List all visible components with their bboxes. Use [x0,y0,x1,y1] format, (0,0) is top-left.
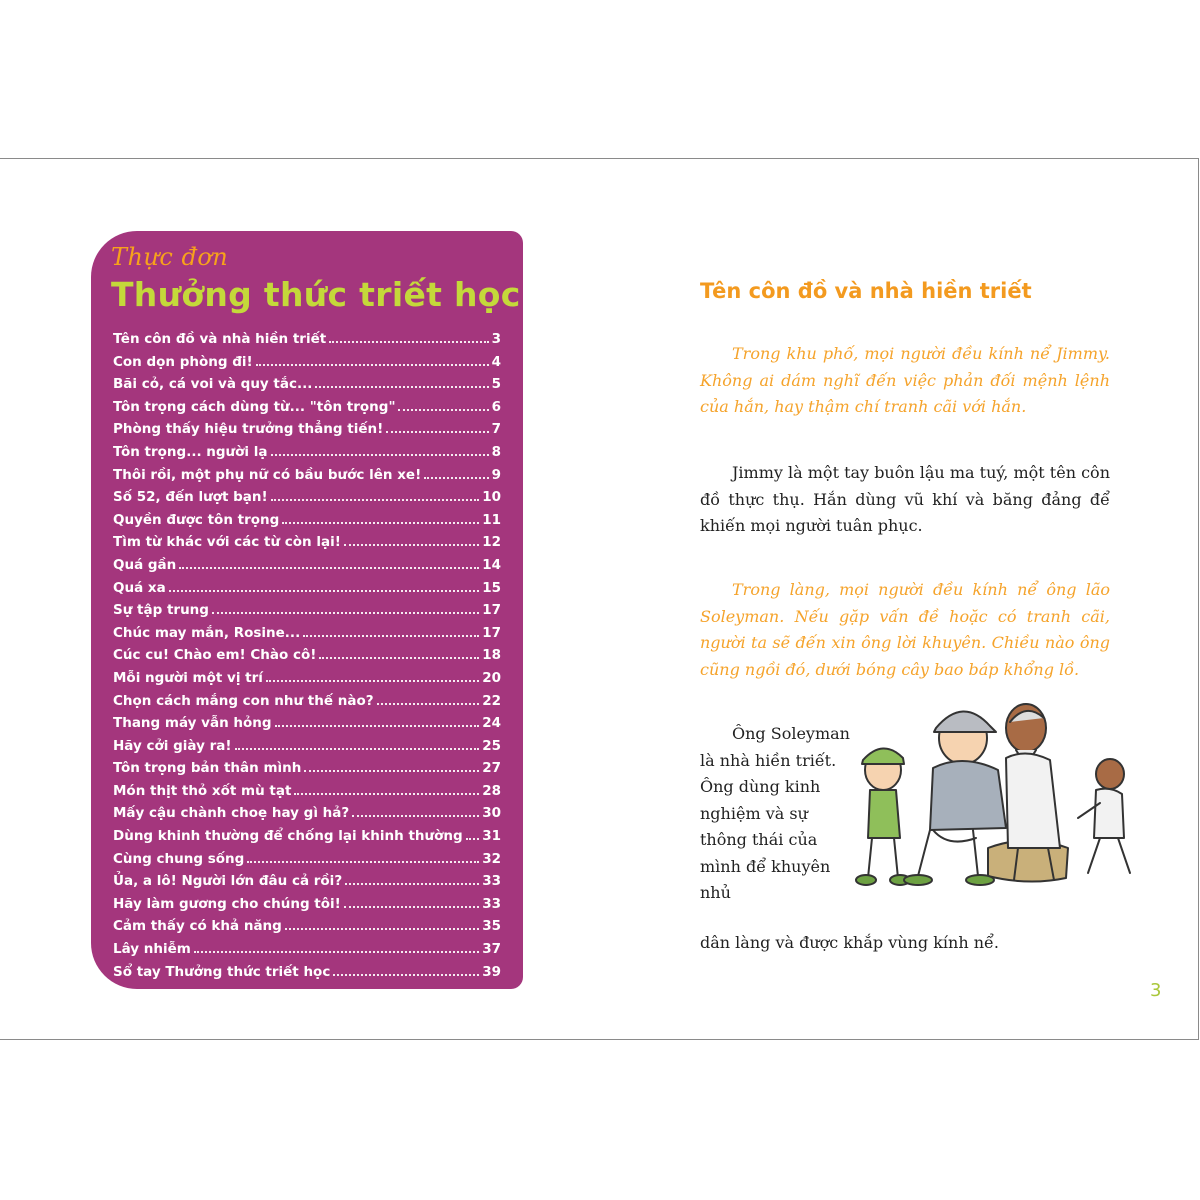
toc-item-page: 27 [482,760,501,777]
toc-item-label: Phòng thấy hiệu trưởng thẳng tiến! [113,421,384,438]
toc-item[interactable] [113,512,501,535]
toc-item[interactable] [113,805,501,828]
toc-leader-dots [344,544,479,546]
toc-item-page: 6 [491,398,501,415]
toc-item-label: Hãy làm gương cho chúng tôi! [113,895,341,912]
toc-item-page: 33 [482,873,501,890]
toc-leader-dots [294,793,479,795]
toc-leader-dots [235,748,480,750]
toc-leader-dots [212,612,479,614]
toc-item-label: Con dọn phòng đi! [113,353,253,370]
toc-item-label: Mấy cậu chành choẹ hay gì hả? [113,805,350,822]
toc-leader-dots [256,364,489,366]
toc-item-label: Quyền được tôn trọng [113,511,280,528]
toc-leader-dots [194,951,479,953]
toc-item-page: 17 [482,624,501,641]
toc-item-label: Tìm từ khác với các từ còn lại! [113,534,341,551]
toc-item-label: Thang máy vẫn hỏng [113,715,272,732]
toc-item[interactable] [113,715,501,738]
toc-item-label: Quá gần [113,556,177,573]
toc-item[interactable] [113,625,501,648]
toc-leader-dots [386,431,488,433]
page-number: 3 [1150,980,1162,1001]
toc-leader-dots [333,974,479,976]
toc-leader-dots [398,409,488,411]
toc-item-label: Bãi cỏ, cá voi và quy tắc... [113,376,313,393]
toc-item-label: Thôi rồi, một phụ nữ có bầu bước lên xe! [113,466,422,483]
toc-item-page: 25 [482,737,501,754]
toc-item-page: 12 [482,534,501,551]
toc-list [113,331,501,986]
soleyman-paragraph-end: dân làng và được khắp vùng kính nể. [700,933,999,952]
toc-item[interactable] [113,489,501,512]
toc-item[interactable] [113,738,501,761]
toc-leader-dots [247,861,479,863]
toc-item-label: Hãy cởi giày ra! [113,737,232,754]
toc-leader-dots [304,770,479,772]
right-page [700,0,1120,1200]
toc-item-page: 28 [482,782,501,799]
toc-leader-dots [275,725,480,727]
toc-leader-dots [315,386,488,388]
toc-item-label: Chọn cách mắng con như thế nào? [113,692,374,709]
toc-item[interactable] [113,602,501,625]
toc-title: Thưởng thức triết học [111,275,521,314]
toc-item-page: 11 [482,511,501,528]
toc-item-page: 31 [482,828,501,845]
toc-item[interactable] [113,580,501,603]
toc-leader-dots [344,906,479,908]
toc-item-label: Cùng chung sống [113,850,245,867]
toc-leader-dots [345,883,479,885]
toc-leader-dots [466,838,480,840]
toc-item-page: 4 [491,353,501,370]
toc-item-label: Số 52, đến lượt bạn! [113,489,268,506]
toc-item-page: 33 [482,895,501,912]
toc-leader-dots [271,454,489,456]
toc-item[interactable] [113,783,501,806]
chapter-title: Tên côn đồ và nhà hiền triết [700,279,1032,303]
toc-item-page: 22 [482,692,501,709]
toc-item[interactable] [113,534,501,557]
toc-leader-dots [424,477,488,479]
toc-leader-dots [179,567,479,569]
toc-item[interactable] [113,964,501,987]
toc-item-label: Lây nhiễm [113,941,191,958]
toc-item-label: Tôn trọng cách dùng từ... "tôn trọng" [113,398,396,415]
toc-leader-dots [303,635,479,637]
toc-item-label: Quá xa [113,579,166,596]
toc-item-page: 39 [482,963,501,980]
toc-item-label: Món thịt thỏ xốt mù tạt [113,782,292,799]
characters-illustration [838,698,1138,888]
toc-item[interactable] [113,399,501,422]
toc-item-label: Tôn trọng bản thân mình [113,760,302,777]
toc-item-page: 20 [482,669,501,686]
toc-item-page: 32 [482,850,501,867]
toc-item-page: 35 [482,918,501,935]
toc-item[interactable] [113,670,501,693]
intro-paragraph: Trong khu phố, mọi người đều kính nể Jimmy. Không ai dám nghĩ đến việc phản đối mệnh lệnh của hắn, hay thậm chí tranh cãi với hắn. [700,344,1110,416]
toc-item-label: Cúc cu! Chào em! Chào cô! [113,647,317,664]
toc-item-page: 18 [482,647,501,664]
toc-item[interactable] [113,376,501,399]
toc-eyebrow: Thực đơn [111,243,229,271]
toc-item[interactable] [113,828,501,851]
toc-item[interactable] [113,647,501,670]
toc-item-label: Dùng khinh thường để chống lại khinh thường [113,828,463,845]
toc-item[interactable] [113,760,501,783]
toc-leader-dots [266,680,479,682]
toc-item[interactable] [113,331,501,354]
toc-leader-dots [319,657,479,659]
toc-item-label: Cảm thấy có khả năng [113,918,282,935]
toc-leader-dots [285,928,479,930]
toc-item[interactable] [113,693,501,716]
toc-item-page: 24 [482,715,501,732]
soleyman-paragraph: Ông Soleyman là nhà hiền triết. Ông dùng kinh nghiệm và sự thông thái của mình để khuyên nhủ [700,724,850,902]
toc-leader-dots [329,341,488,343]
toc-item-label: Tôn trọng... người lạ [113,443,268,460]
toc-item[interactable] [113,467,501,490]
village-paragraph: Trong làng, mọi người đều kính nể ông lão Soleyman. Nếu gặp vấn đề hoặc có tranh cãi, người ta sẽ đến xin ông lời khuyên. Chiều nào ông cũng ngồi đó, dưới bóng cây bao báp khổng lồ. [700,580,1110,679]
toc-item[interactable] [113,421,501,444]
toc-item-page: 7 [491,421,501,438]
toc-item-page: 30 [482,805,501,822]
toc-item[interactable] [113,557,501,580]
toc-item-page: 3 [491,331,501,347]
toc-item[interactable] [113,873,501,896]
toc-leader-dots [352,815,479,817]
toc-item-page: 15 [482,579,501,596]
toc-leader-dots [271,499,480,501]
toc-item-page: 17 [482,602,501,619]
toc-item-page: 37 [482,941,501,958]
toc-item[interactable] [113,354,501,377]
toc-item-page: 14 [482,556,501,573]
toc-item[interactable] [113,851,501,874]
toc-item[interactable] [113,896,501,919]
toc-item-page: 10 [482,489,501,506]
toc-leader-dots [377,703,480,705]
toc-leader-dots [169,590,479,592]
toc-item-page: 8 [491,443,501,460]
toc-item-label: Tên côn đồ và nhà hiền triết [113,331,327,347]
toc-item[interactable] [113,941,501,964]
toc-item[interactable] [113,444,501,467]
toc-item-label: Sổ tay Thưởng thức triết học [113,963,331,980]
toc-item-page: 5 [491,376,501,393]
toc-leader-dots [282,522,479,524]
table-of-contents-panel [91,231,523,989]
toc-item-page: 9 [491,466,501,483]
toc-item-label: Ủa, a lô! Người lớn đâu cả rồi? [113,873,343,890]
toc-item-label: Chúc may mắn, Rosine... [113,624,301,641]
toc-item[interactable] [113,918,501,941]
toc-item-label: Mỗi người một vị trí [113,669,263,686]
toc-item-label: Sự tập trung [113,602,209,619]
jimmy-paragraph: Jimmy là một tay buôn lậu ma tuý, một tên côn đồ thực thụ. Hắn dùng vũ khí và băng đảng để khiến mọi người tuân phục. [700,463,1110,535]
